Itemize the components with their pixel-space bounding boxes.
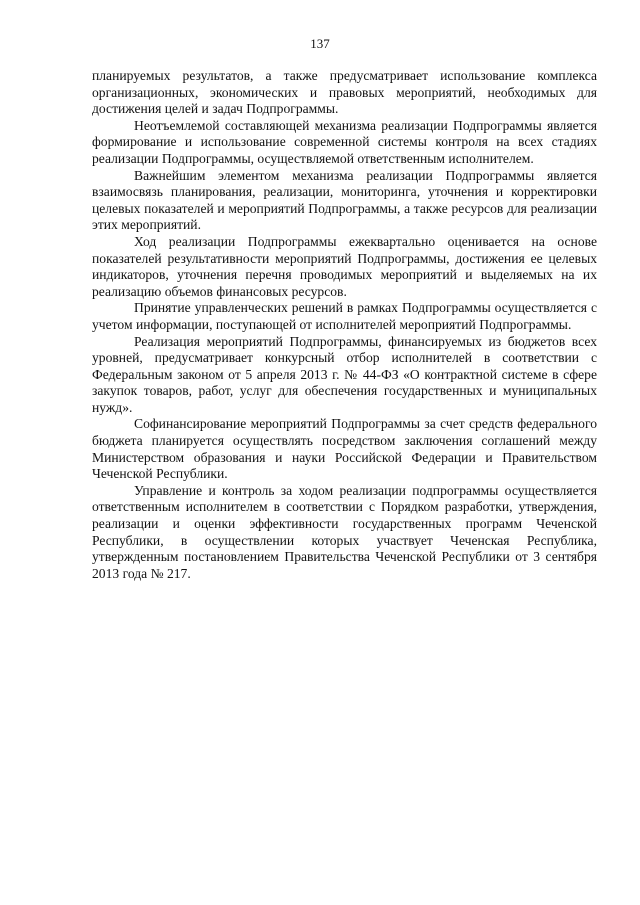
paragraph: Принятие управленческих решений в рамках Подпрограммы осуществляется с учетом информации, поступающей от исполнителей мероприятий Подпрограммы. <box>92 300 597 332</box>
paragraph: Управление и контроль за ходом реализации подпрограммы осуществляется ответственным исполнителем в соответствии с Порядком разработки, утверждения, реализации и оценки эффективности государственных программ Чеченской Республики, в осуществлении которых участвует Чеченская Республика, утвержденным постановлением Правительства Чеченской Республики от 3 сентября 2013 года № 217. <box>92 482 597 581</box>
paragraph: Неотъемлемой составляющей механизма реализации Подпрограммы является формирование и использование современной системы контроля на всех стадиях реализации Подпрограммы, осуществляемой ответственным исполнителем. <box>92 117 597 166</box>
paragraph-continuation: планируемых результатов, а также предусматривает использование комплекса организационных, экономических и правовых мероприятий, необходимых для достижения целей и задач Подпрограммы. <box>92 68 597 117</box>
paragraph: Ход реализации Подпрограммы ежеквартально оценивается на основе показателей результативности мероприятий Подпрограммы, достижения ее целевых индикаторов, уточнения перечня проводимых мероприятий и выделяемых на их реализацию объемов финансовых ресурсов. <box>92 233 597 299</box>
paragraph: Важнейшим элементом механизма реализации Подпрограммы является взаимосвязь планирования, реализации, мониторинга, уточнения и корректировки целевых показателей и мероприятий Подпрограммы, а также ресурсов для реализации этих мероприятий. <box>92 167 597 233</box>
page-number: 137 <box>310 36 330 51</box>
paragraph: Реализация мероприятий Подпрограммы, финансируемых из бюджетов всех уровней, предусматривает конкурсный отбор исполнителей в соответствии с Федеральным законом от 5 апреля 2013 г. № 44-ФЗ «О контрактной системе в сфере закупок товаров, работ, услуг для обеспечения государственных и муниципальных нужд». <box>92 333 597 415</box>
document-body <box>92 68 597 582</box>
paragraph: Софинансирование мероприятий Подпрограммы за счет средств федерального бюджета планируется осуществлять посредством заключения соглашений между Министерством образования и науки Российской Федерации и Правительством Чеченской Республики. <box>92 416 597 482</box>
